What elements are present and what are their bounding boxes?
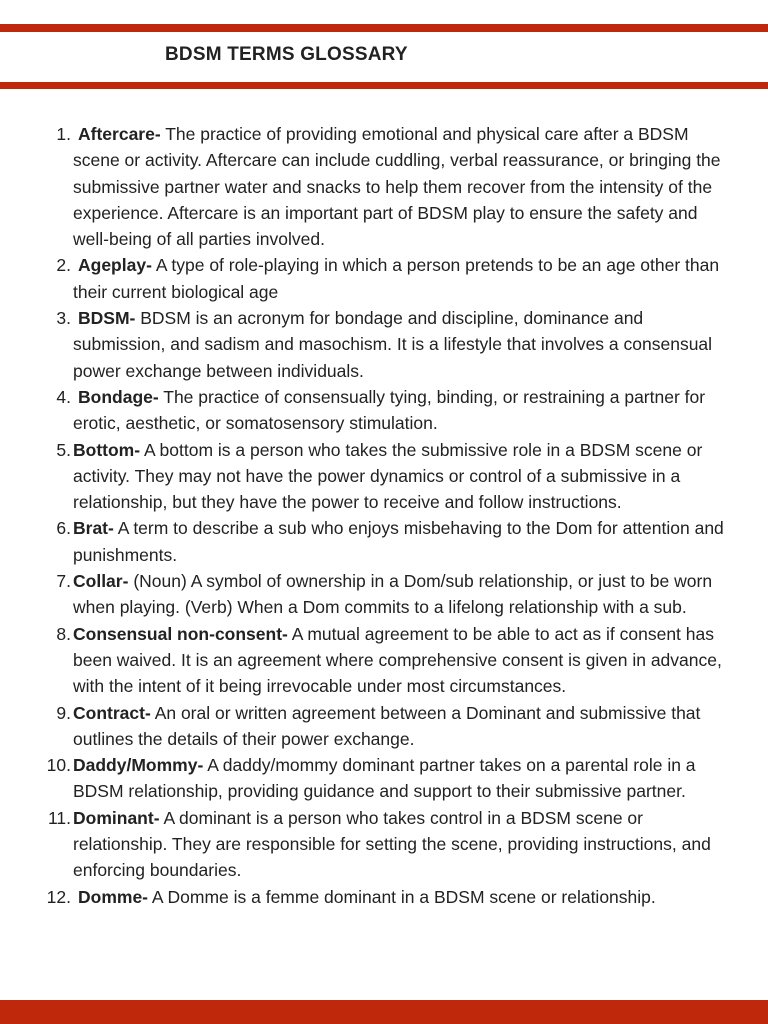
entry-number: 6. bbox=[56, 518, 71, 539]
glossary-entry-consensual-non-consent bbox=[0, 621, 768, 700]
entry-term: BDSM- bbox=[78, 308, 136, 329]
entry-term: Bottom- bbox=[73, 439, 141, 460]
entry-term: Aftercare- bbox=[78, 124, 161, 144]
glossary-entry-collar bbox=[0, 568, 768, 621]
entry-term: Daddy/Mommy- bbox=[73, 755, 204, 776]
entry-number: 3. bbox=[56, 308, 71, 329]
glossary-entry-domme bbox=[0, 884, 768, 910]
entry-number: 12. bbox=[46, 886, 71, 907]
entry-number: 8. bbox=[56, 623, 71, 644]
glossary-entry-daddy-mommy bbox=[0, 752, 768, 805]
entry-definition: BDSM is an acronym for bondage and discipline, dominance and submission, and sadism and masochism. It is a lifestyle that involves a consensual power exchange between individuals. bbox=[73, 308, 713, 381]
entry-definition: The practice of consensually tying, binding, or restraining a partner for erotic, aesthetic, or somatosensory stimulation. bbox=[73, 386, 706, 434]
entry-term: Collar- bbox=[73, 571, 129, 592]
entry-number: 5. bbox=[56, 439, 71, 460]
entry-definition: A bottom is a person who takes the submissive role in a BDSM scene or activity. They may not have the power dynamics or control of a submissive in a relationship, but they have the power to receive and follow instructions. bbox=[73, 439, 703, 513]
entry-number: 4. bbox=[56, 386, 71, 407]
header-bottom-rule bbox=[0, 82, 768, 89]
entry-number: 10. bbox=[46, 755, 71, 776]
entry-term: Bondage- bbox=[78, 386, 159, 407]
entry-definition: A type of role-playing in which a person pretends to be an age other than their current biological age bbox=[73, 255, 720, 302]
glossary-entry-contract bbox=[0, 700, 768, 753]
glossary-list bbox=[0, 121, 768, 910]
entry-definition: A mutual agreement to be able to act as if consent has been waived. It is an agreement where comprehensive consent is given in advance, with the intent of it being irrevocable under most circumstances. bbox=[73, 623, 722, 697]
entry-number: 7. bbox=[56, 571, 71, 592]
entry-number: 1. bbox=[56, 124, 71, 144]
entry-number: 9. bbox=[56, 702, 71, 723]
entry-number: 11. bbox=[47, 807, 71, 828]
entry-term: Dominant- bbox=[73, 807, 160, 828]
glossary-entry-ageplay bbox=[0, 252, 768, 305]
footer-rule bbox=[0, 1000, 768, 1024]
entry-term: Brat- bbox=[73, 518, 114, 539]
glossary-entry-bondage bbox=[0, 384, 768, 437]
glossary-entry-brat bbox=[0, 515, 768, 568]
entry-definition: A term to describe a sub who enjoys misbehaving to the Dom for attention and punishments. bbox=[73, 518, 724, 565]
glossary-entry-aftercare bbox=[0, 121, 768, 252]
entry-number: 2. bbox=[56, 255, 71, 276]
entry-term: Consensual non-consent- bbox=[73, 623, 288, 644]
entry-definition: (Noun) A symbol of ownership in a Dom/sub relationship, or just to be worn when playing. (Verb) When a Dom commits to a lifelong relationship with a sub. bbox=[73, 571, 713, 618]
entry-term: Domme- bbox=[78, 886, 149, 907]
glossary-entry-bdsm bbox=[0, 305, 768, 384]
entry-definition: The practice of providing emotional and physical care after a BDSM scene or activity. Aftercare can include cuddling, verbal reassurance, or bringing the submissive partner water and snacks to help them recover from the intensity of the experience. Aftercare is an important part of BDSM play to ensure the safety and well-being of all parties involved. bbox=[73, 124, 721, 250]
entry-definition: A Domme is a femme dominant in a BDSM scene or relationship. bbox=[151, 886, 656, 907]
entry-definition: An oral or written agreement between a Dominant and submissive that outlines the details of their power exchange. bbox=[73, 702, 701, 749]
header-top-rule bbox=[0, 24, 768, 32]
entry-definition: A daddy/mommy dominant partner takes on a parental role in a BDSM relationship, providing guidance and support to their submissive partner. bbox=[73, 755, 696, 802]
glossary-entry-bottom bbox=[0, 437, 768, 516]
glossary-entry-dominant bbox=[0, 805, 768, 884]
page-title: BDSM TERMS GLOSSARY bbox=[165, 44, 408, 65]
entry-term: Ageplay- bbox=[78, 255, 152, 276]
entry-term: Contract- bbox=[73, 702, 151, 723]
entry-definition: A dominant is a person who takes control in a BDSM scene or relationship. They are responsible for setting the scene, providing instructions, and enforcing boundaries. bbox=[73, 807, 711, 881]
